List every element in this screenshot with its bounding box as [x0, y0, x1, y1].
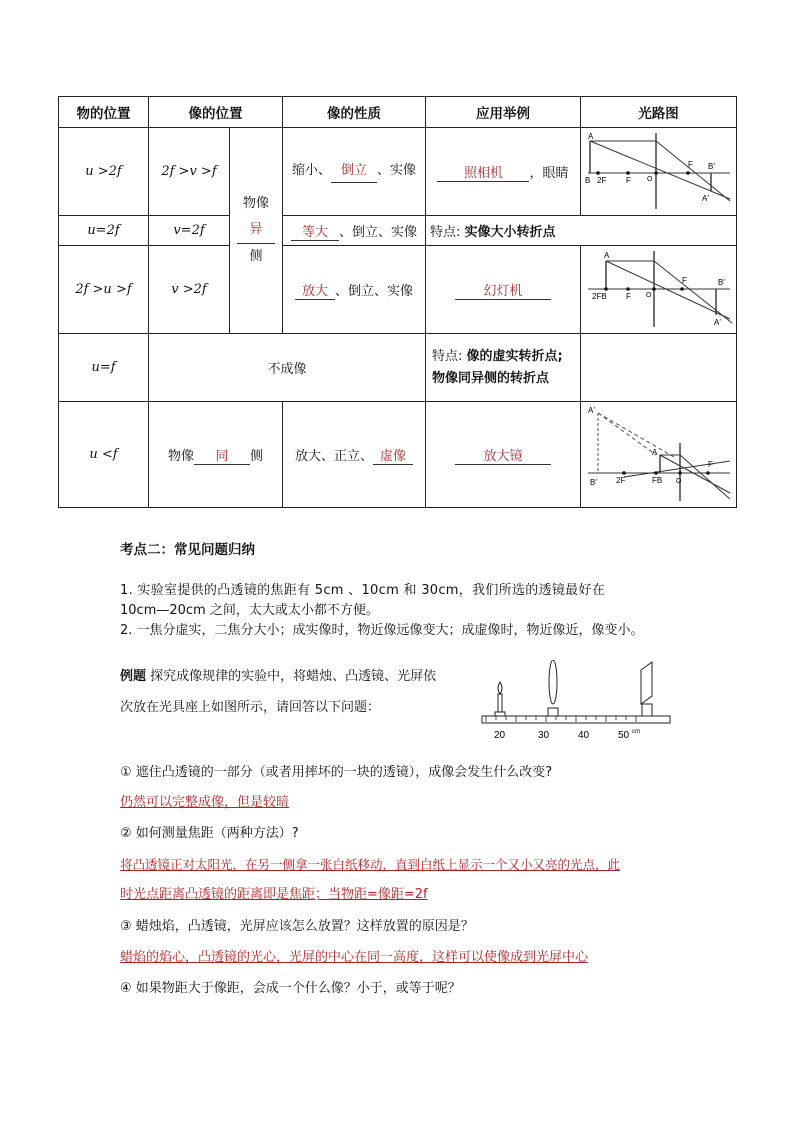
row3-nature-blank: 放大: [295, 280, 335, 300]
d1-label-bp: B′: [707, 161, 715, 171]
row1-v: 2f >v >f: [149, 128, 230, 216]
row3-diagram-cell: [581, 246, 737, 334]
row3-v: v >2f: [149, 246, 230, 334]
d1-label-f: F: [625, 175, 631, 185]
row1-nature-blank: 倒立: [331, 160, 377, 183]
row4-application: [426, 334, 581, 402]
d1-label-ap: A′: [701, 193, 709, 203]
side-post: 侧: [249, 249, 263, 264]
answer-3: 蜡焰的焰心，凸透镜的光心，光屏的中心在同一高度，这样可以使像成到光屏中心: [120, 950, 589, 965]
d2-label-2fb: 2FB: [591, 291, 607, 301]
d2-label-a: A: [603, 250, 609, 260]
d3-label-a: A: [651, 447, 657, 457]
row2-nature-post: 、倒立、实像: [338, 224, 417, 240]
row4-app-pre: 特点:: [432, 348, 467, 364]
question-4: ④ 如果物距大于像距，会成一个什么像？小于，或等于呢？: [120, 981, 461, 996]
ruler-tick-20: 20: [494, 730, 506, 741]
d2-label-ap: A′: [713, 317, 721, 327]
question-2: ② 如何测量焦距（两种方法）?: [120, 826, 299, 841]
d3-label-2f: 2F: [615, 475, 625, 485]
d1-label-fp: F: [687, 159, 693, 169]
row1-application: [426, 128, 581, 216]
d1-label-b: B: [584, 175, 590, 185]
answer-1: 仍然可以完整成像，但是较暗: [120, 795, 290, 810]
point-1-line-a: 1. 实验室提供的凸透镜的焦距有 5cm 、10cm 和 30cm，我们所选的透镜最好在: [120, 583, 606, 598]
d3-label-o: O: [675, 477, 681, 485]
side-pre: 物像: [242, 196, 269, 211]
row5-app-blank: 放大镜: [455, 445, 551, 465]
row5-pos-pre: 物像: [167, 448, 194, 464]
row5-pos-post: 侧: [250, 448, 264, 464]
header-image-nature: 像的性质: [283, 97, 426, 128]
row5-u: u <f: [59, 402, 149, 508]
answer-2-line-b: 时光点距离凸透镜的距离即是焦距；当物距=像距=2f: [120, 887, 428, 902]
row4-app-bold-2: 物像同异侧的转折点: [432, 370, 550, 386]
row5-application: [426, 402, 581, 508]
d2-label-f: F: [625, 291, 631, 301]
point-1-line-b: 10cm—20cm 之间，太大或太小都不方便。: [120, 603, 379, 618]
point-2: 2. 一焦分虚实，二焦分大小；成实像时，物近像远像变大；成虚像时，物近像近，像变小。: [120, 623, 644, 638]
ray-diagram-3: [584, 403, 734, 503]
row3-application: [426, 246, 581, 334]
row4-diagram-cell: [581, 334, 737, 402]
row4-no-image: 不成像: [149, 334, 426, 402]
d3-label-fp: F: [707, 459, 713, 469]
header-image-position: 像的位置: [149, 97, 283, 128]
row4-app-bold-1: 像的虚实转折点;: [466, 348, 563, 364]
question-3: ③ 蜡烛焰，凸透镜，光屏应该怎么放置？这样放置的原因是？: [120, 919, 474, 934]
row1-app-post: ，眼睛: [529, 165, 569, 181]
row2-v: v=2f: [149, 216, 230, 246]
header-object-position: 物的位置: [59, 97, 149, 128]
d1-label-o: O: [646, 175, 652, 183]
ruler-tick-30: 30: [538, 730, 550, 741]
question-1: ① 遮住凸透镜的一部分（或者用摔坏的一块的透镜），成像会发生什么改变?: [120, 765, 553, 780]
example-line-a: [120, 667, 436, 687]
row2-u: u=2f: [59, 216, 149, 246]
d3-label-ap: A′: [587, 405, 595, 415]
ruler-unit: cm: [632, 729, 640, 735]
side-blank: 异: [237, 217, 275, 244]
row2-application: [426, 216, 737, 246]
row2-app-pre: 特点:: [430, 225, 465, 240]
row2-nature: [283, 216, 426, 246]
optical-bench-figure: [476, 660, 674, 750]
d2-label-o: O: [645, 291, 651, 299]
d3-label-bp: B′: [589, 477, 597, 487]
header-ray-diagram: 光路图: [581, 97, 737, 128]
ray-diagram-1: [584, 129, 734, 211]
header-application: 应用举例: [426, 97, 581, 128]
row1-nature: [283, 128, 426, 216]
row1-diagram-cell: [581, 128, 737, 216]
row3-nature: [283, 246, 426, 334]
same-opposite-side-cell: [230, 128, 283, 334]
row1-nature-pre: 缩小、: [291, 163, 331, 178]
row5-nature: [283, 402, 426, 508]
row5-nature-blank: 虚像: [373, 445, 413, 465]
row5-position: [149, 402, 283, 508]
example-line-b: 次放在光具座上如图所示，请回答以下问题：: [120, 700, 381, 715]
row4-u: u=f: [59, 334, 149, 402]
row1-app-blank: 照相机: [437, 162, 529, 182]
row3-app-blank: 幻灯机: [455, 280, 551, 300]
row2-nature-blank: 等大: [291, 221, 339, 241]
d1-label-2f: 2F: [596, 175, 606, 185]
ruler-tick-50: 50: [618, 730, 630, 741]
row1-u: u >2f: [59, 128, 149, 216]
example-text-a: 探究成像规律的实验中，将蜡烛、凸透镜、光屏依: [146, 669, 437, 684]
row3-u: 2f >u >f: [59, 246, 149, 334]
section-title: 考点二：常见问题归纳: [120, 542, 255, 558]
row1-nature-post: 、实像: [377, 163, 417, 178]
ray-diagram-2: [584, 247, 734, 329]
d1-label-a: A: [587, 131, 593, 141]
row5-diagram-cell: [581, 402, 737, 508]
d2-label-fp: F: [681, 275, 687, 285]
d3-label-fb: FB: [651, 475, 662, 485]
answer-2-line-a: 将凸透镜正对太阳光，在另一侧拿一张白纸移动，直到白纸上显示一个又小又亮的光点，此: [120, 857, 621, 872]
row3-nature-post: 、倒立、实像: [334, 283, 413, 299]
example-label: 例题: [120, 669, 147, 684]
row5-nature-pre: 放大、正立、: [294, 448, 373, 464]
d2-label-bp: B′: [717, 277, 725, 287]
row2-app-bold: 实像大小转折点: [464, 225, 556, 240]
lens-imaging-table: [58, 96, 737, 508]
row5-pos-blank: 同: [194, 445, 250, 465]
ruler-tick-40: 40: [578, 730, 590, 741]
